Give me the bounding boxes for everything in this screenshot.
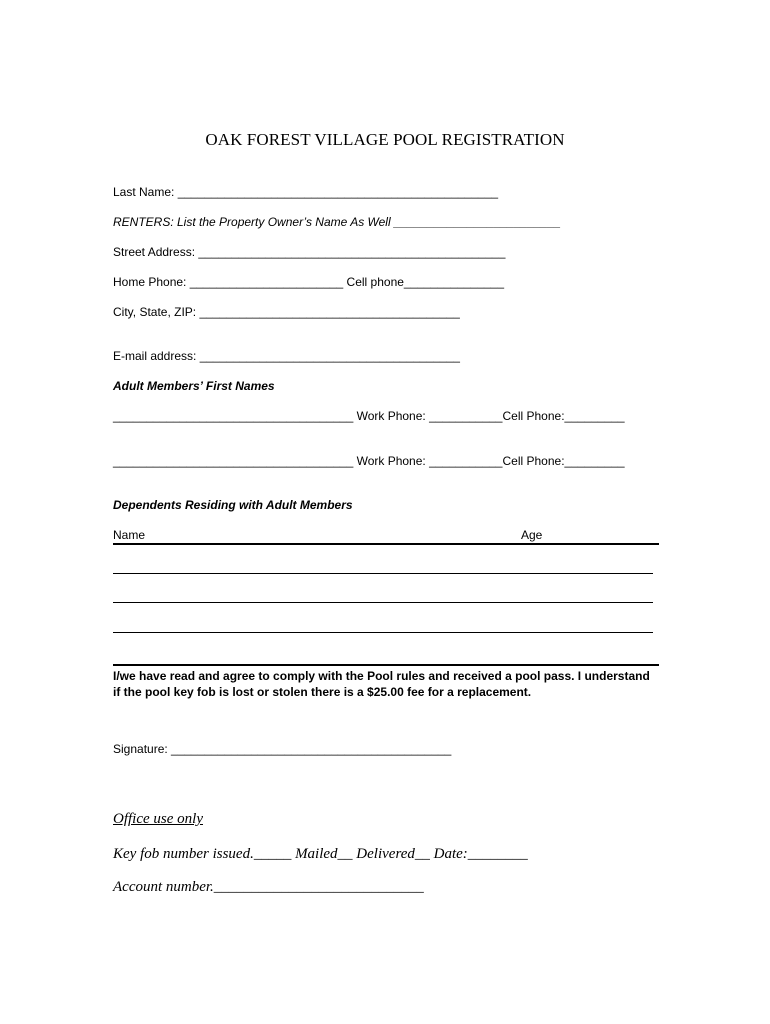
- dependent-row-line[interactable]: [113, 632, 653, 633]
- renters-owner-name-field[interactable]: RENTERS: List the Property Owner’s Name As Well _________________________: [113, 215, 561, 229]
- dependents-header-rule: [113, 543, 659, 545]
- dependents-name-column-header: Name: [113, 528, 146, 542]
- street-address-field[interactable]: Street Address: ______________________________________________: [113, 245, 506, 259]
- email-address-field[interactable]: E-mail address: _______________________________________: [113, 349, 460, 363]
- office-use-heading: Office use only: [113, 811, 203, 827]
- home-cell-phone-field[interactable]: Home Phone: _______________________ Cell phone_______________: [113, 275, 505, 289]
- adult-member-row-2[interactable]: ____________________________________ Work Phone: ___________Cell Phone:_________: [113, 454, 625, 468]
- signature-field[interactable]: Signature: __________________________________________: [113, 742, 452, 756]
- account-number-line: Account number.____________________________: [113, 879, 424, 895]
- key-fob-line: Key fob number issued._____ Mailed__ Delivered__ Date:________: [113, 846, 528, 862]
- dependents-age-column-header: Age: [521, 528, 543, 542]
- dependents-heading: Dependents Residing with Adult Members: [113, 498, 353, 512]
- dependent-row-line[interactable]: [113, 602, 653, 603]
- dependents-bottom-rule: [113, 664, 659, 666]
- dependent-row-line[interactable]: [113, 573, 653, 574]
- form-title: OAK FOREST VILLAGE POOL REGISTRATION: [205, 130, 565, 149]
- last-name-field[interactable]: Last Name: ________________________________________________: [113, 185, 499, 199]
- adult-member-row-1[interactable]: ____________________________________ Work Phone: ___________Cell Phone:_________: [113, 409, 625, 423]
- agreement-statement: I/we have read and agree to comply with the Pool rules and received a pool pass. I understand if the pool key fob is lost or stolen there is a $25.00 fee for a replacement.: [113, 669, 650, 699]
- city-state-zip-field[interactable]: City, State, ZIP: _______________________________________: [113, 305, 460, 319]
- adult-members-heading: Adult Members’ First Names: [113, 379, 275, 393]
